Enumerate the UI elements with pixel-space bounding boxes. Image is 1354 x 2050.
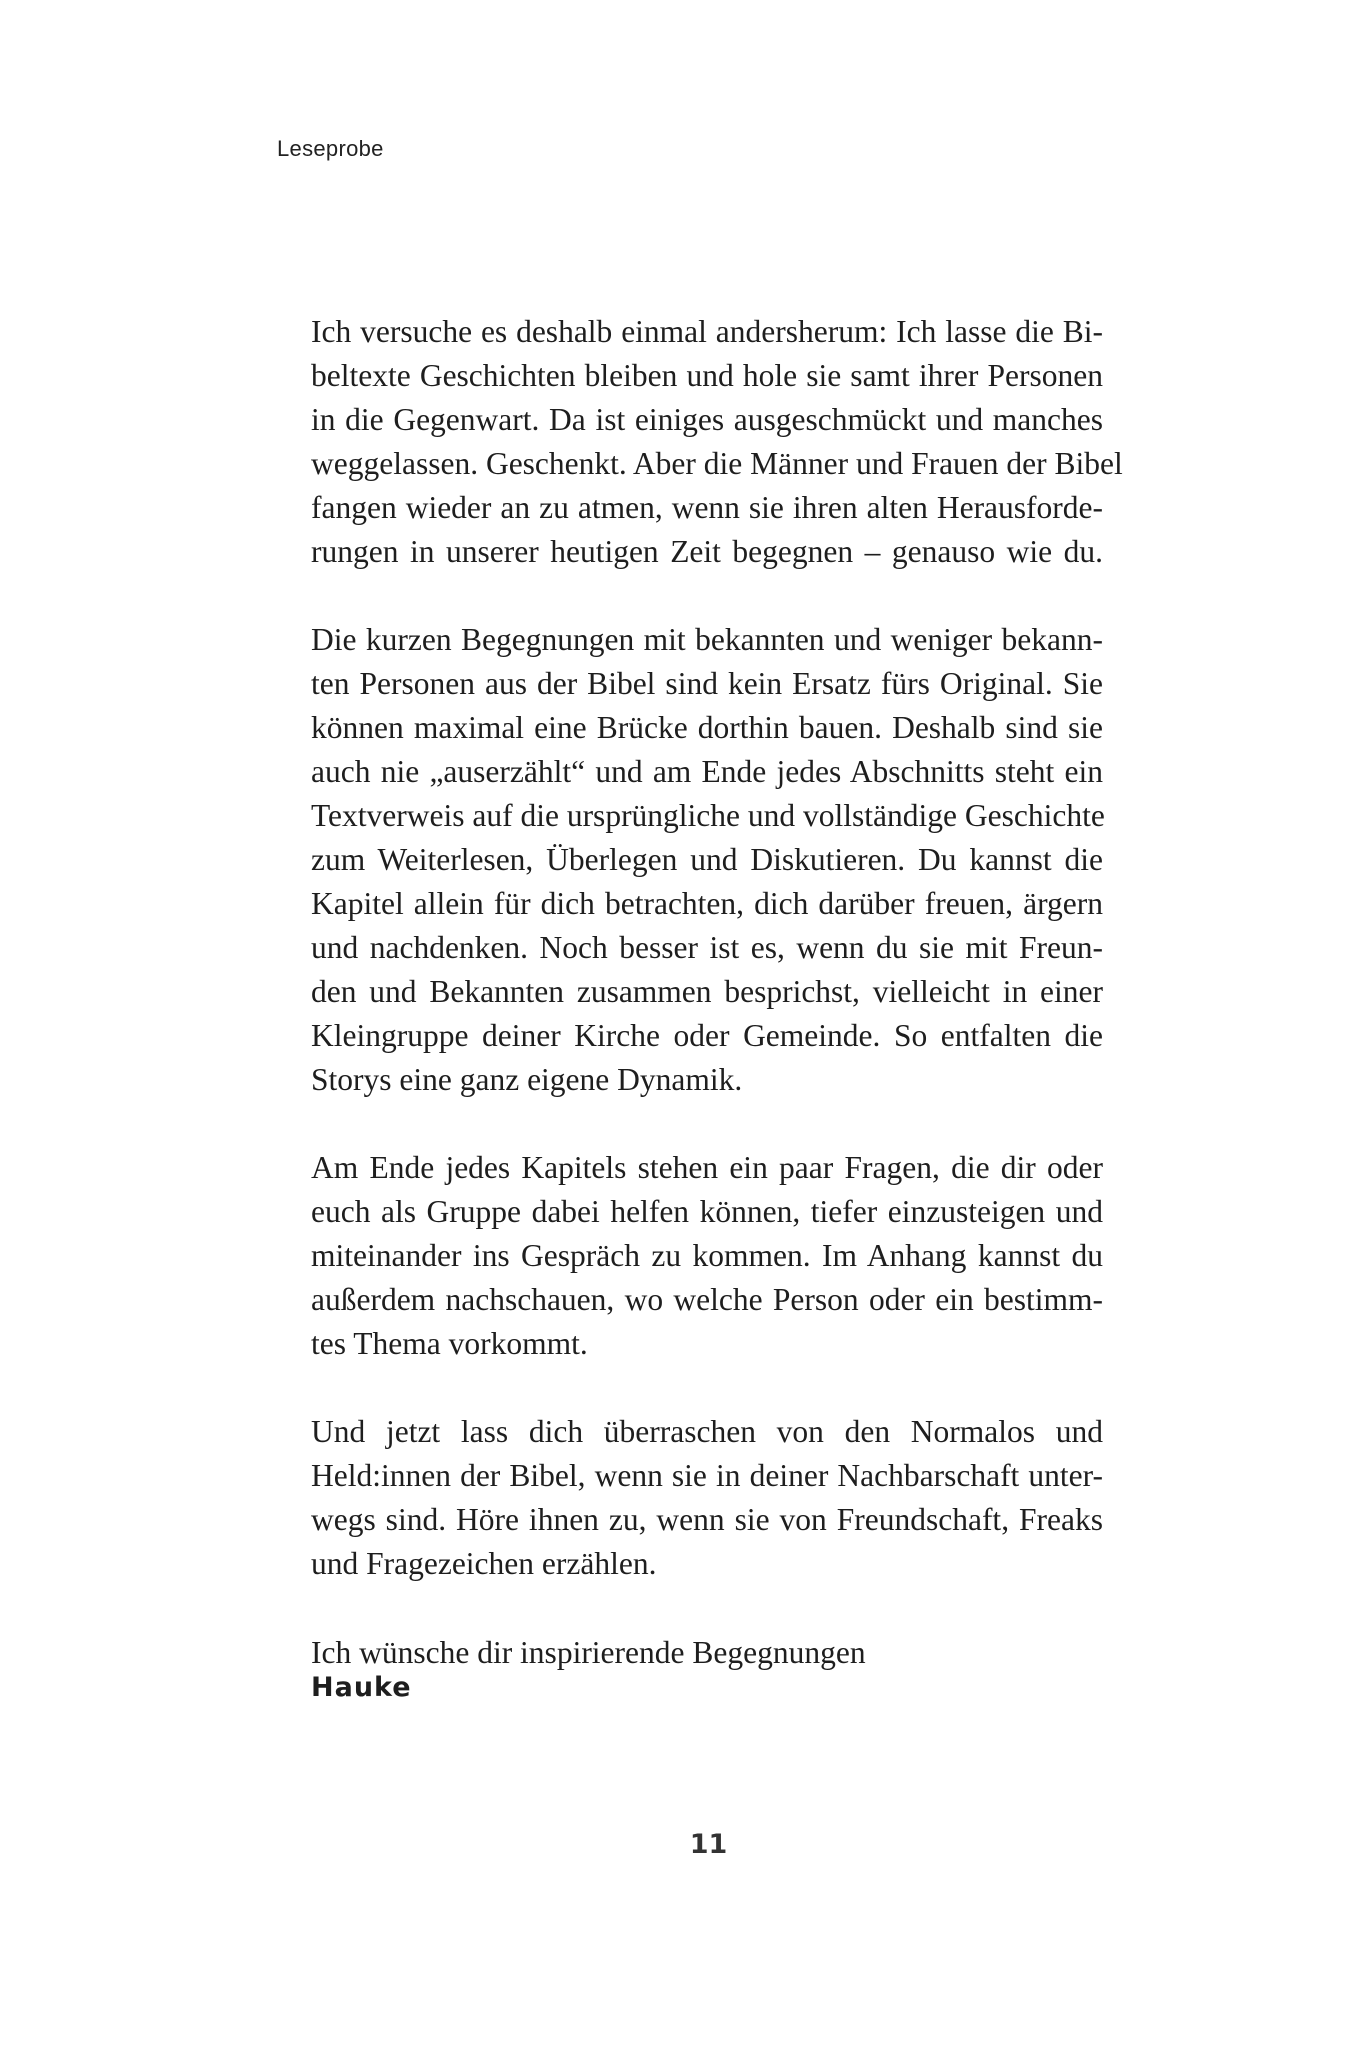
text-line: Kapitel allein für dich betrachten, dich darüber freuen, ärgern xyxy=(311,886,1103,921)
text-line: auch nie „auserzählt“ und am Ende jedes Abschnitts steht ein xyxy=(311,754,1103,789)
paragraph xyxy=(311,310,1123,574)
text-line: Am Ende jedes Kapitels stehen ein paar Fragen, die dir oder xyxy=(311,1150,1103,1185)
text-line: Ich versuche es deshalb einmal andersherum: Ich lasse die Bi- xyxy=(311,314,1103,349)
text-line: Held:innen der Bibel, wenn sie in deiner Nachbarschaft unter- xyxy=(311,1458,1103,1493)
text-line: zum Weiterlesen, Überlegen und Diskutieren. Du kannst die xyxy=(311,842,1103,877)
page-number: 11 xyxy=(689,1829,728,1860)
text-line: und nachdenken. Noch besser ist es, wenn du sie mit Freun- xyxy=(311,930,1103,965)
text-line: Storys eine ganz eigene Dynamik. xyxy=(311,1062,743,1097)
text-line: ten Personen aus der Bibel sind kein Ersatz fürs Original. Sie xyxy=(311,666,1103,701)
text-line: Textverweis auf die ursprüngliche und vollständige Geschichte xyxy=(311,798,1105,833)
paragraph xyxy=(311,1410,1103,1586)
text-line: rungen in unserer heutigen Zeit begegnen – genauso wie du. xyxy=(311,534,1103,569)
text-line: außerdem nachschauen, wo welche Person oder ein bestimm- xyxy=(311,1282,1103,1317)
paragraph xyxy=(311,1146,1103,1366)
closing-line: Ich wünsche dir inspirierende Begegnungen xyxy=(311,1635,866,1670)
text-line: können maximal eine Brücke dorthin bauen. Deshalb sind sie xyxy=(311,710,1103,745)
text-line: Kleingruppe deiner Kirche oder Gemeinde. So entfalten die xyxy=(311,1018,1103,1053)
author-signature: Hauke xyxy=(311,1672,412,1703)
running-header: Leseprobe xyxy=(277,136,384,161)
text-line: fangen wieder an zu atmen, wenn sie ihren alten Herausforde- xyxy=(311,490,1103,525)
paragraph xyxy=(311,618,1103,1102)
text-line: tes Thema vorkommt. xyxy=(311,1326,588,1361)
text-line: euch als Gruppe dabei helfen können, tiefer einzusteigen und xyxy=(311,1194,1103,1229)
text-line: in die Gegenwart. Da ist einiges ausgeschmückt und manches xyxy=(311,402,1103,437)
body-text xyxy=(311,310,1123,1630)
text-line: den und Bekannten zusammen besprichst, vielleicht in einer xyxy=(311,974,1103,1009)
text-line: Und jetzt lass dich überraschen von den Normalos und xyxy=(311,1414,1103,1449)
text-line: wegs sind. Höre ihnen zu, wenn sie von Freundschaft, Freaks xyxy=(311,1502,1103,1537)
text-line: miteinander ins Gespräch zu kommen. Im Anhang kannst du xyxy=(311,1238,1103,1273)
text-line: beltexte Geschichten bleiben und hole sie samt ihrer Personen xyxy=(311,358,1103,393)
text-line: Die kurzen Begegnungen mit bekannten und weniger bekann- xyxy=(311,622,1103,657)
text-line: und Fragezeichen erzählen. xyxy=(311,1546,657,1581)
text-line: weggelassen. Geschenkt. Aber die Männer und Frauen der Bibel xyxy=(311,446,1123,481)
